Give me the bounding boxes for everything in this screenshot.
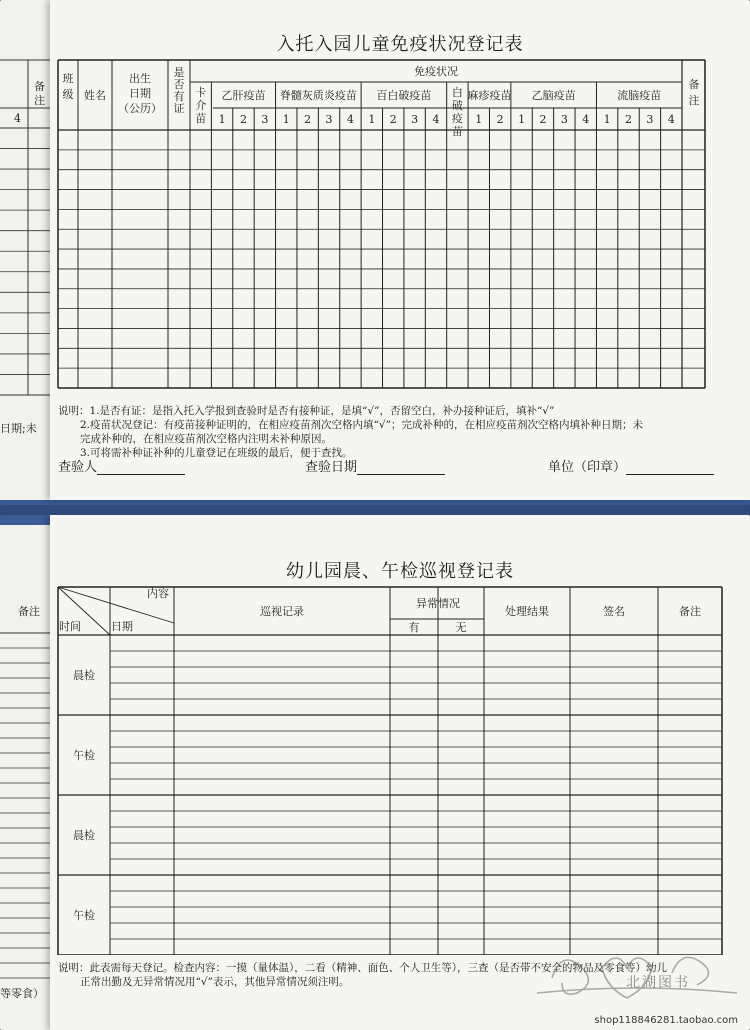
inspector-field[interactable] (97, 463, 185, 475)
header-mening: 流脑疫苗 (617, 89, 662, 102)
immunization-table (50, 0, 750, 400)
dose-dpt-3: 3 (411, 113, 419, 126)
note-2b: 完成补种的，在相应疫苗剂次空格内注明未补种原因。 (80, 433, 332, 445)
header-dt: 疫 (451, 112, 463, 125)
header-has-cert: 否 (173, 78, 185, 91)
note-3: 3.可将需补种证补种的儿童登记在班级的最后，便于查找。 (80, 447, 353, 459)
unit-stamp (548, 456, 714, 475)
shop-url: shop118846281.taobao.com (594, 1015, 738, 1026)
header-remarks: 备 (688, 78, 700, 91)
header-has-cert: 有 (173, 90, 185, 103)
dose-hepb-1: 1 (218, 113, 226, 126)
unit-field[interactable] (626, 463, 714, 475)
header-no: 无 (455, 621, 467, 634)
header-content: 内容 (147, 587, 169, 600)
note-b: 正常出勤及无异常情况用“√”表示，其他异常情况须注明。 (80, 976, 350, 988)
dose-dpt-2: 2 (389, 113, 397, 126)
dose-dpt-1: 1 (368, 113, 376, 126)
header-birth-1: 出生 (129, 72, 151, 85)
dose-je-2: 2 (539, 113, 547, 126)
header-polio: 脊髓灰质炎疫苗 (279, 89, 357, 102)
header-patrol: 巡视记录 (260, 605, 304, 618)
header-name: 姓名 (84, 89, 106, 102)
date-label: 查验日期 (305, 460, 358, 475)
sheet1-title: 入托入园儿童免疫状况登记表 (276, 34, 524, 55)
header-class: 班 (62, 72, 74, 85)
dose-je-4: 4 (582, 113, 590, 126)
sheet1-photo (0, 0, 750, 505)
dose-hepb-2: 2 (239, 113, 247, 126)
left-remarks-header-2: 备注 (18, 605, 40, 618)
dose-measles-2: 2 (496, 113, 504, 126)
dose-mening-2: 2 (625, 113, 633, 126)
dose-mening-3: 3 (646, 113, 654, 126)
header-remarks: 注 (688, 94, 700, 107)
header-dt: 白 (451, 86, 463, 99)
inspection-date (305, 456, 445, 475)
dose-hepb-3: 3 (261, 113, 269, 126)
sheet2-page (50, 515, 750, 1030)
header-immune-status: 免疫状况 (414, 65, 458, 78)
left-bottom-text: 日期;未 (0, 422, 37, 435)
header-bcg: 介 (195, 99, 207, 112)
header-abnormal: 异常情况 (416, 597, 460, 610)
dose-polio-1: 1 (282, 113, 290, 126)
header-measles: 麻疹疫苗 (467, 89, 512, 102)
time-label-2: 午检 (73, 749, 95, 762)
note-2: 2.疫苗状况登记：有疫苗接种证明的，在相应疫苗剂次空格内填“√”；完成补种的，在相应疫苗剂次空格内填补种日期；未 (80, 419, 643, 431)
left-bottom-text-2: 等零食） (0, 987, 44, 1000)
header-dt: 苗 (451, 125, 463, 138)
dose-polio-4: 4 (346, 113, 354, 126)
left-remarks-header: 备注 (34, 80, 45, 107)
dose-je-1: 1 (518, 113, 526, 126)
date-field[interactable] (357, 463, 445, 475)
unit-label: 单位（印章） (548, 460, 627, 475)
sheet1-page (50, 0, 750, 500)
header-bcg: 苗 (195, 112, 207, 125)
header-has-cert: 是 (173, 66, 185, 79)
header-date: 日期 (111, 620, 133, 633)
health-check-table (50, 515, 750, 955)
header-time: 时间 (59, 620, 81, 633)
left-dose-number: 4 (14, 112, 21, 125)
sheet2-title: 幼儿园晨、午检巡视登记表 (286, 561, 514, 582)
inspector-label: 查验人 (58, 460, 98, 475)
sheet2-photo (0, 515, 750, 1030)
dose-je-3: 3 (560, 113, 568, 126)
time-label-1: 晨检 (73, 669, 95, 682)
dose-dpt-4: 4 (432, 113, 440, 126)
header-class: 级 (62, 88, 74, 101)
header-birth-2: 日期 (129, 87, 151, 100)
inspector-signature (58, 456, 185, 475)
time-label-4: 午检 (73, 909, 95, 922)
dose-polio-3: 3 (325, 113, 333, 126)
note-1: 说明：1.是否有证：是指入托入学报到查验时是否有接种证，是填“√”，否留空白，补办接种证后，填补“√” (58, 405, 555, 417)
header-bcg: 卡 (195, 86, 207, 99)
dose-mening-4: 4 (667, 113, 675, 126)
dose-polio-2: 2 (304, 113, 312, 126)
note-a: 说明：此表需每天登记。检查内容：一摸（量体温），二看（精神、面色、个人卫生等），三查（是否带不安全的物品及零食等）幼儿 (58, 962, 667, 974)
header-birth-3: （公历） (118, 102, 162, 115)
header-hepb: 乙肝疫苗 (221, 89, 266, 102)
watermark-text: 北湖图书 (626, 975, 690, 991)
header-remarks-2: 备注 (679, 605, 701, 618)
time-label-3: 晨检 (73, 829, 95, 842)
header-dt: 破 (451, 99, 463, 112)
dose-measles-1: 1 (475, 113, 483, 126)
header-signature: 签名 (603, 605, 625, 618)
header-je: 乙脑疫苗 (531, 89, 576, 102)
sheet1-notes (58, 404, 738, 460)
header-yes: 有 (408, 621, 420, 634)
header-dpt: 百白破疫苗 (376, 89, 432, 102)
header-result: 处理结果 (505, 605, 549, 618)
header-has-cert: 证 (173, 102, 185, 115)
dose-mening-1: 1 (603, 113, 611, 126)
